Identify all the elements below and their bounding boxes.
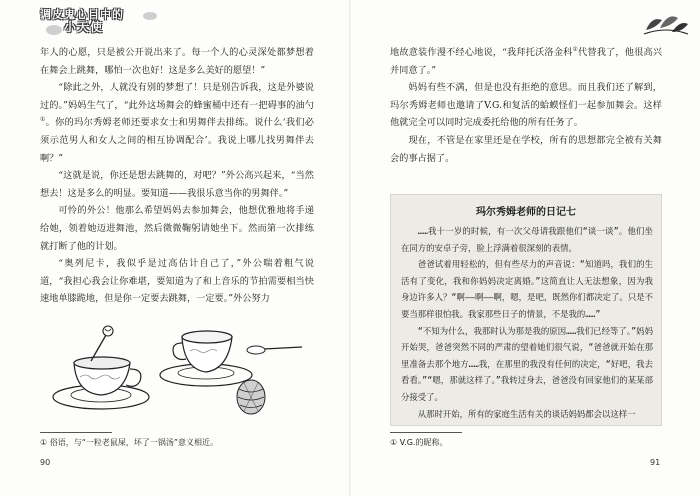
left-paragraph: “奥列尼卡，我似乎是过高估计自己了，”外公喘着粗气说道，“我担心我会让你难堪，要知道为了和上音乐的节拍需要相当快速地单膝跪地，但是你一定要去跳舞，一定要。”外公努力 xyxy=(40,258,314,305)
book-logo xyxy=(40,8,160,38)
logo-line-1: 调皮鬼心目中的 xyxy=(40,8,124,21)
left-paragraph: 可怜的外公！他那么希望妈妈去参加舞会，他想优雅地将手递给她，领着她迈进舞池，然后微微鞠躬请她坐下。然而第一次排练就打断了他的计划。 xyxy=(40,205,314,252)
logo-text xyxy=(40,8,124,34)
right-page xyxy=(350,0,700,496)
left-paragraph: “这就是说，你还是想去跳舞的，对吧？”外公高兴起来，“当然想去！这是多么的明显。要知道——我很乐意当你的男舞伴。” xyxy=(40,170,314,199)
left-page-number: 90 xyxy=(40,458,51,467)
teacups-illustration xyxy=(46,305,316,425)
left-paragraph-with-footnote xyxy=(40,79,314,167)
right-footnote: ① V.G.的昵称。 xyxy=(390,438,448,447)
right-page-number: 91 xyxy=(650,458,661,467)
diary-paragraph: ……我十一岁的时候，有一次父母请我跟他们“谈一谈”。他们坐在同方的安卓子旁，脸上浮满着很深刻的表情。 xyxy=(401,226,653,253)
right-paragraph: 妈妈有些不满，但是也没有拒绝的意思。而且我们还了解到，玛尔秀姆老师也邀请了V.G.和复活的蛤蟆怪们一起参加舞会。这样他就完全可以同时完成委托给他的所有任务了。 xyxy=(390,82,662,129)
diary-paragraph: “不知为什么，我那时认为那是我的原因……我们已经等了。”妈妈开始哭，爸爸突然不同的严肃的望着她们很气说，“爸爸就开始在那里准备去那个地方……我，在那里的我没有任何的决定，“好吧，我去看看。”“嗯，那就这样了。”我转过身去，爸爸没有回家他们的某某部分接受了。 xyxy=(401,325,653,402)
footnote-marker: ① xyxy=(40,116,46,124)
right-body-text xyxy=(390,44,662,167)
left-body-text xyxy=(40,44,314,308)
footnote-rule xyxy=(40,432,112,433)
diary-box xyxy=(390,194,662,426)
paragraph-text-after: 。你的玛尔秀姆老师还要求女士和男舞伴去排练。说什么‘我们必须示范男人和女人之间的相互协调配合’。我说上哪儿找男舞伴去啊？” xyxy=(40,117,314,164)
right-paragraph: 现在，不管是在家里还是在学校，所有的思想都完全被有关舞会的事占据了。 xyxy=(390,134,662,164)
diary-paragraph: 从那时开始，所有的家庭生活有关的谈话妈妈都会以这样一 xyxy=(417,408,636,419)
left-footnote: ① 俗语，与“一粒老鼠屎，坏了一锅汤”意义相近。 xyxy=(40,438,219,447)
diary-title: 玛尔秀姆老师的日记七 xyxy=(476,207,576,218)
paragraph-text: “除此之外，人就没有别的梦想了！只是别告诉我，这是外婆说过的。”妈妈生气了，“此外这场舞会的蜂蜜桶中还有一把碍事的油勺 xyxy=(40,82,314,111)
right-paragraph-with-footnote xyxy=(390,44,662,79)
footnote-marker: ① xyxy=(572,45,579,53)
diary-text xyxy=(401,223,653,422)
paragraph-text-after: 代替我了，他很高兴并同意了。” xyxy=(390,47,663,76)
paragraph-text: 地故意装作漫不经心地说，“我拜托沃洛金科 xyxy=(390,47,573,58)
leaf-decoration-icon xyxy=(642,10,690,36)
footnote-rule xyxy=(390,432,462,433)
logo-line-2: 小天使 xyxy=(64,20,104,34)
left-paragraph: 年人的心愿，只是被公开说出来了。每一个人的心灵深处都梦想着在舞会上跳舞，哪怕一次也好！这是多么美好的愿望！” xyxy=(40,47,314,76)
diary-paragraph: 爸爸试着用轻松的，但有些尽力的声音说：“知道吗，我们的生活有了变化，我和你妈妈决定离婚。”这简直让人无法想象，因为我身边许多人？“啊——啊——啊，嗯，是吧，既然你们都决定了。只是不要当那样很怕我。我家那些日子的情景，不是我的……” xyxy=(401,259,653,319)
